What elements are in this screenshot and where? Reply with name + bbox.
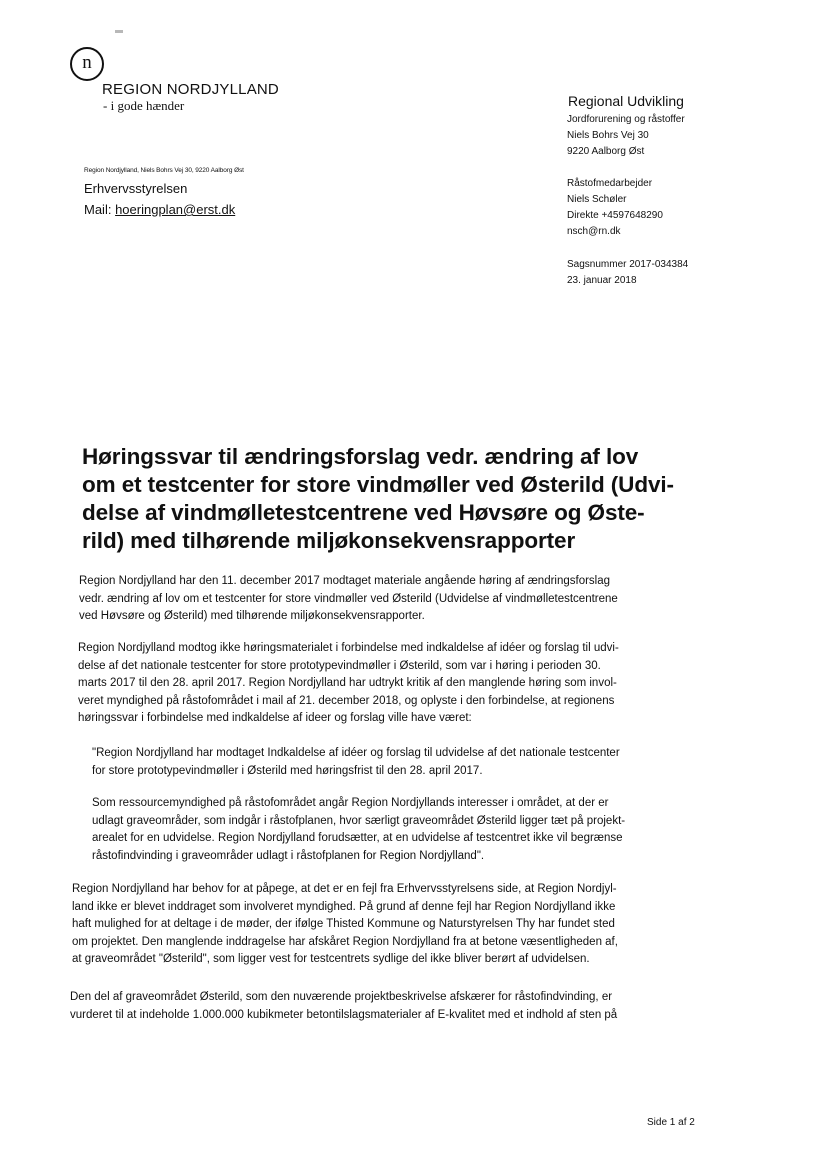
document-title [82, 443, 722, 555]
title-line: delse af vindmølletestcentrene ved Høvsøre og Øste- [82, 500, 645, 525]
recipient-name: Erhvervsstyrelsen [84, 181, 188, 196]
text-line: land ikke er blevet inddraget som involveret myndighed. På grund af denne fejl har Region Nordjylland ikke [72, 900, 616, 913]
mail-link[interactable]: hoeringplan@erst.dk [115, 202, 236, 217]
sender-address-line: Region Nordjylland, Niels Bohrs Vej 30, 9220 Aalborg Øst [84, 167, 244, 174]
title-line: rild) med tilhørende miljøkonsekvensrapporter [82, 528, 576, 553]
quote-paragraph-1 [92, 745, 720, 780]
paragraph-criticism [72, 881, 712, 969]
text-line: vurderet til at indeholde 1.000.000 kubikmeter betontilslagsmaterialer af E-kvalitet med et indhold af sten på [70, 1008, 618, 1021]
case-number: Sagsnummer 2017-034384 [567, 259, 689, 270]
text-line: veret myndighed på råstofområdet i mail af 21. december 2018, og oplyste i den forbindelse, at regionens [78, 694, 615, 707]
text-line: arealet for en udvidelse. Region Nordjylland forudsætter, at en udvidelse af testcentret ikke vil begrænse [92, 832, 623, 844]
paragraph-resources [70, 989, 710, 1024]
text-line: for store prototypevindmøller i Østerild med høringsfrist til den 28. april 2017. [92, 764, 483, 777]
text-line: Region Nordjylland modtog ikke høringsmaterialet i forbindelse med indkaldelse af idéer og forslag til udvi- [78, 642, 619, 654]
contact-name: Niels Schøler [567, 194, 627, 205]
page-number: Side 1 af 2 [647, 1117, 695, 1128]
contact-role: Råstofmedarbejder [567, 178, 653, 189]
department-address [567, 112, 685, 160]
text-line: om projektet. Den manglende inddragelse har afskåret Region Nordjylland fra at betone væsentligheden af, [72, 935, 618, 948]
department-street: Niels Bohrs Vej 30 [567, 130, 649, 141]
text-line: Den del af graveområdet Østerild, som den nuværende projektbeskrivelse afskærer for råstofindvinding, er [70, 991, 613, 1003]
text-line: høringssvar i forbindelse med indkaldelse af ideer og forslag ville have været: [78, 712, 472, 724]
department-title: Regional Udvikling [568, 93, 684, 109]
text-line: "Region Nordjylland har modtaget Indkaldelse af idéer og forslag til udvidelse af det nationale testcenter [92, 747, 620, 759]
contact-block [567, 176, 663, 240]
department-unit: Jordforurening og råstoffer [567, 114, 685, 125]
title-line: om et testcenter for store vindmøller ved Østerild (Udvi- [82, 472, 674, 497]
case-block [567, 257, 688, 289]
region-logo-icon: n [70, 47, 104, 81]
paragraph-hearing [78, 640, 718, 728]
text-line: haft mulighed for at deltage i de møder, der ifølge Thisted Kommune og Naturstyrelsen Thy har fundet sted [72, 918, 615, 930]
text-line: råstofindvinding i graveområder udlagt i råstofplanen for Region Nordjylland". [92, 849, 485, 862]
logo-name: REGION NORDJYLLAND [102, 81, 279, 98]
text-line: delse af det nationale testcenter for store prototypevindmøller i Østerild, som var i høring i perioden 30. [78, 659, 601, 672]
text-line: Som ressourcemyndighed på råstofområdet angår Region Nordjyllands interesser i området, at der er [92, 797, 609, 809]
text-line: ved Høvsøre og Østerild) med tilhørende miljøkonsekvensrapporter. [79, 610, 425, 622]
paragraph-intro [79, 573, 719, 626]
logo-tagline: - i gode hænder [103, 98, 185, 113]
text-line: marts 2017 til den 28. april 2017. Region Nordjylland har udtrykt kritik af den manglende høring som invol- [78, 677, 617, 689]
text-line: vedr. ændring af lov om et testcenter for store vindmøller ved Østerild (Udvidelse af vindmølletestcentrene [79, 592, 618, 605]
mail-label: Mail: [84, 202, 112, 217]
scan-mark [115, 30, 123, 33]
department-city: 9220 Aalborg Øst [567, 146, 645, 157]
case-date: 23. januar 2018 [567, 275, 637, 286]
title-line: Høringssvar til ændringsforslag vedr. ændring af lov [82, 444, 639, 469]
contact-email: nsch@rn.dk [567, 226, 621, 237]
text-line: udlagt graveområder, som indgår i råstofplanen, hvor særligt graveområdet Østerild ligger tæt på projekt- [92, 814, 626, 827]
quote-paragraph-2 [92, 795, 720, 865]
recipient-mail [84, 202, 235, 217]
text-line: Region Nordjylland har behov for at påpege, at det er en fejl fra Erhvervsstyrelsens side, at Region Nordjyl- [72, 883, 617, 895]
text-line: at graveområdet "Østerild", som ligger vest for testcentrets sydlige del ikke bliver berørt af udvidelsen. [72, 953, 590, 965]
text-line: Region Nordjylland har den 11. december 2017 modtaget materiale angående høring af ændringsforslag [79, 575, 611, 587]
contact-phone: Direkte +4597648290 [567, 210, 663, 221]
